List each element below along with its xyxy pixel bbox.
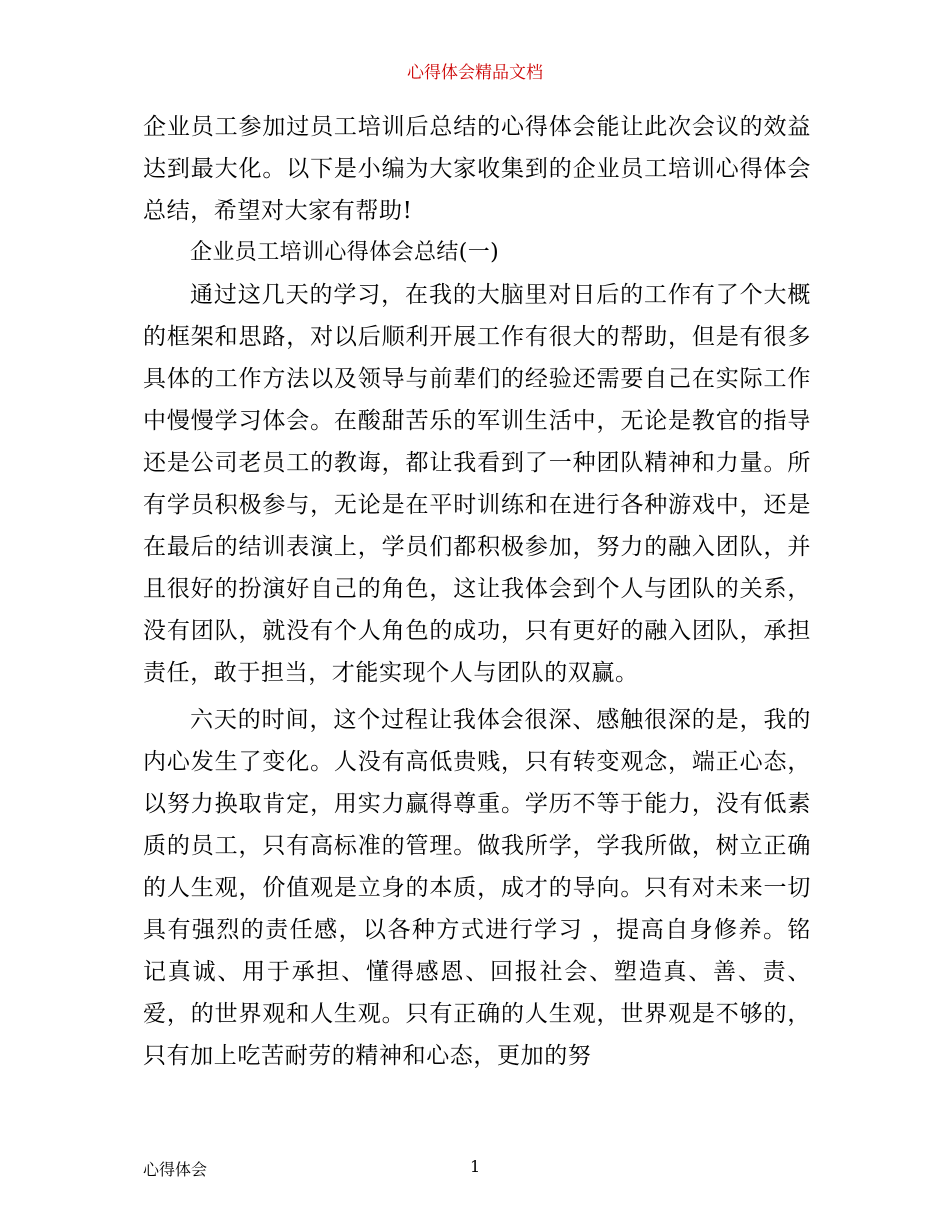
page-number: 1: [470, 1157, 481, 1176]
footer-label: 心得体会: [143, 1160, 208, 1179]
section-subtitle: 企业员工培训心得体会总结(一): [190, 240, 500, 265]
document-body: [143, 106, 811, 1077]
page-header: 心得体会精品文档: [407, 63, 543, 83]
intro-paragraph: 企业员工参加过员工培训后总结的心得体会能让此次会议的效益达到最大化。以下是小编为大家收集到的企业员工培训心得体会总结，希望对大家有帮助!: [143, 114, 811, 224]
body-paragraph-2: 六天的时间，这个过程让我体会很深、感触很深的是，我的内心发生了变化。人没有高低贵贱，只有转变观念，端正心态，以努力换取肯定，用实力赢得尊重。学历不等于能力，没有低素质的员工，只有高标准的管理。做我所学，学我所做，树立正确的人生观，价值观是立身的本质，成才的导向。只有对未来一切具有强烈的责任感，以各种方式进行学习 ，提高自身修养。铭记真诚、用于承担、懂得感恩、回报社会、塑造真、善、责、爱，的世界观和人生观。只有正确的人生观，世界观是不够的，只有加上吃苦耐劳的精神和心态，更加的努: [143, 707, 811, 1069]
body-paragraph-1: 通过这几天的学习，在我的大脑里对日后的工作有了个大概的框架和思路，对以后顺利开展工作有很大的帮助，但是有很多具体的工作方法以及领导与前辈们的经验还需要自己在实际工作中慢慢学习体会。在酸甜苦乐的军训生活中，无论是教官的指导还是公司老员工的教诲，都让我看到了一种团队精神和力量。所有学员积极参与，无论是在平时训练和在进行各种游戏中，还是在最后的结训表演上，学员们都积极参加，努力的融入团队，并且很好的扮演好自己的角色，这让我体会到个人与团队的关系，没有团队，就没有个人角色的成功，只有更好的融入团队，承担责任，敢于担当，才能实现个人与团队的双赢。: [143, 282, 811, 686]
